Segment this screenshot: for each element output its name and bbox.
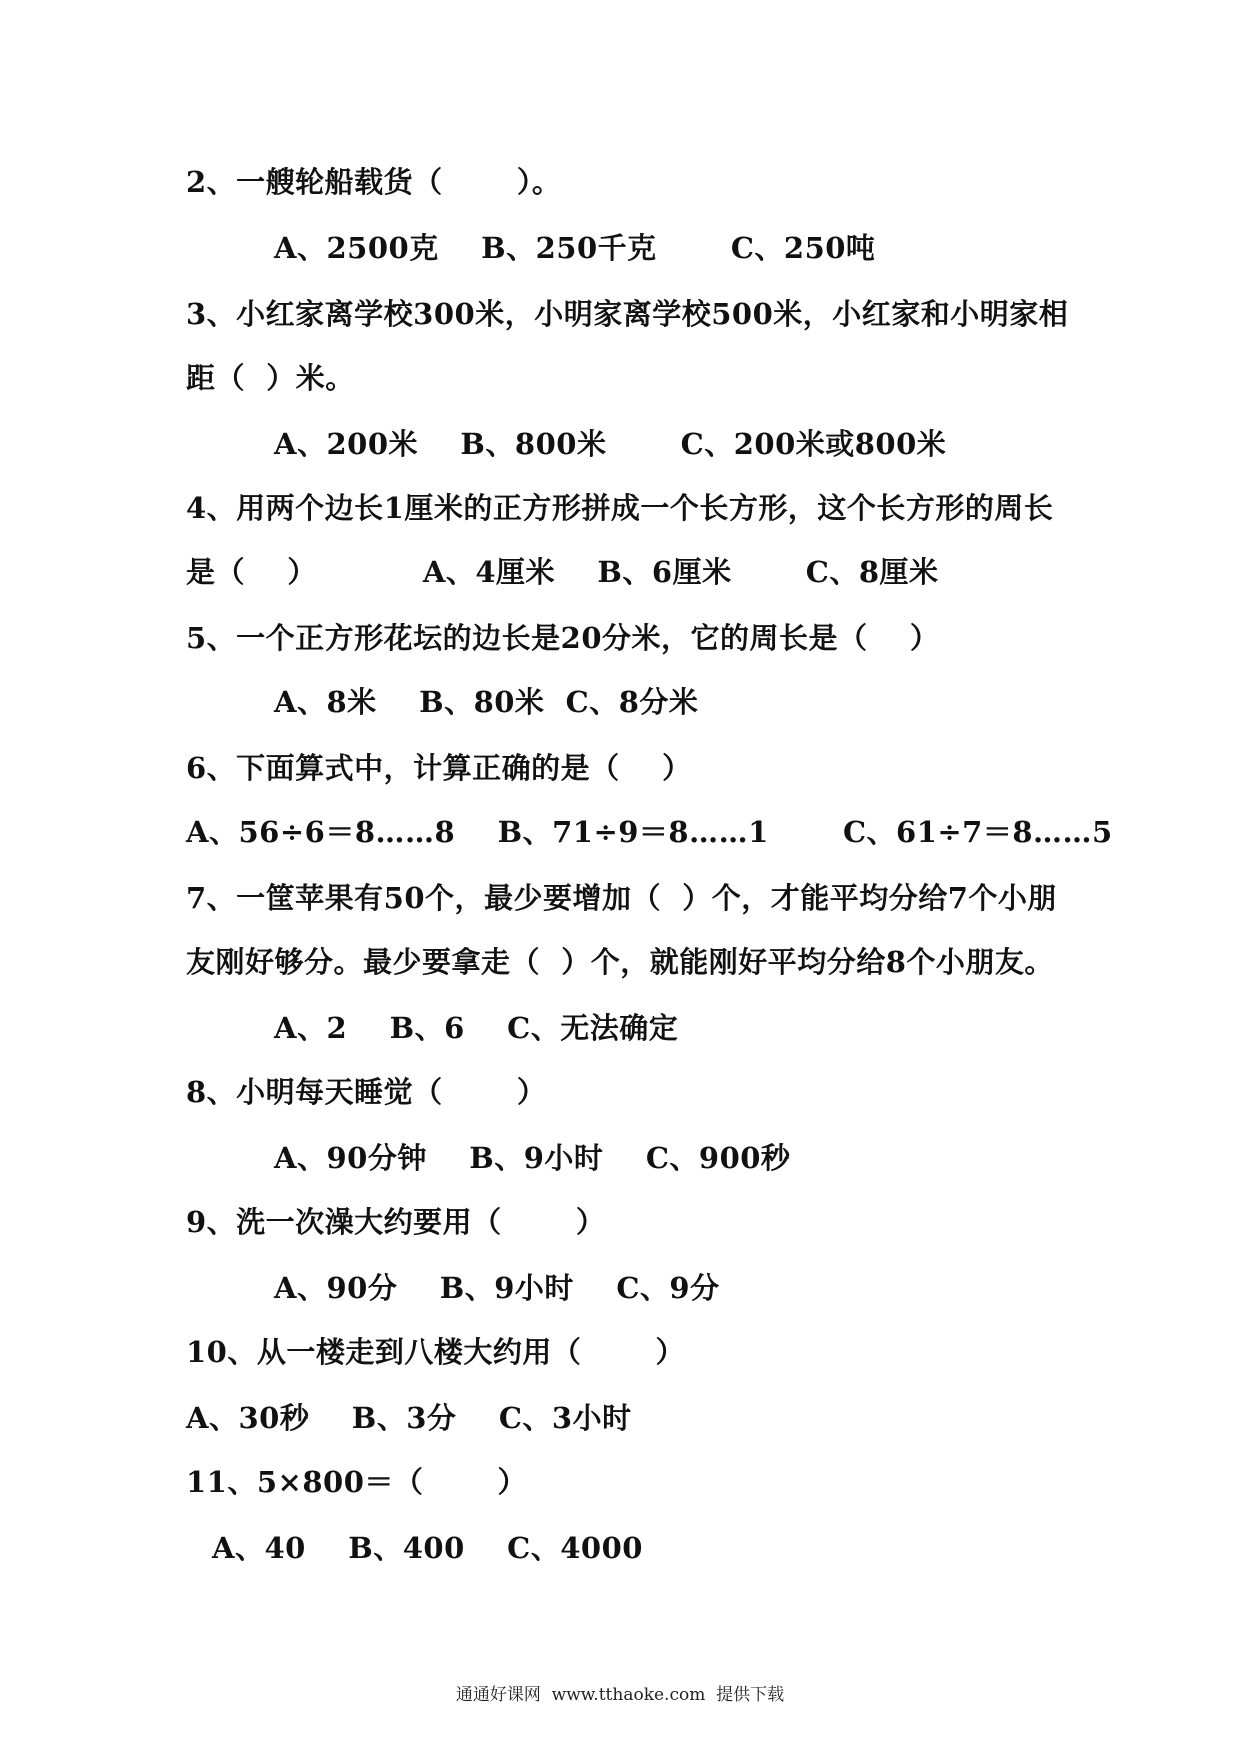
question-3-line-2: 距（ ）米。: [186, 361, 355, 395]
question-2-options: A、2500克 B、250千克 C、250吨: [274, 231, 876, 265]
question-7-line-1: 7、一筐苹果有50个，最少要增加（ ）个，才能平均分给7个小朋: [186, 881, 1057, 915]
question-4-line-2: 是（ ） A、4厘米 B、6厘米 C、8厘米: [186, 555, 939, 589]
question-8-options: A、90分钟 B、9小时 C、900秒: [274, 1141, 791, 1175]
question-7-line-2: 友刚好够分。最少要拿走（ ）个，就能刚好平均分给8个小朋友。: [186, 945, 1054, 979]
question-6-options: A、56÷6＝8……8 B、71÷9＝8……1 C、61÷7＝8……5: [186, 815, 1113, 849]
question-10-options: A、30秒 B、3分 C、3小时: [186, 1401, 632, 1435]
question-3-line-1: 3、小红家离学校300米，小明家离学校500米，小红家和小明家相: [186, 297, 1069, 331]
question-2: 2、一艘轮船载货（ ）。: [186, 165, 562, 199]
question-5: 5、一个正方形花坛的边长是20分米，它的周长是（ ）: [186, 621, 940, 655]
question-9-options: A、90分 B、9小时 C、9分: [274, 1271, 720, 1305]
question-10: 10、从一楼走到八楼大约用（ ）: [186, 1335, 686, 1369]
question-4-line-1: 4、用两个边长1厘米的正方形拼成一个长方形，这个长方形的周长: [186, 491, 1054, 525]
question-11-options: A、40 B、400 C、4000: [212, 1531, 643, 1565]
question-5-options: A、8米 B、80米 C、8分米: [274, 685, 699, 719]
question-7-options: A、2 B、6 C、无法确定: [274, 1011, 679, 1045]
question-6: 6、下面算式中，计算正确的是（ ）: [186, 751, 692, 785]
question-8: 8、小明每天睡觉（ ）: [186, 1075, 547, 1109]
question-9: 9、洗一次澡大约要用（ ）: [186, 1205, 606, 1239]
footer-watermark: 通通好课网 www.tthaoke.com 提供下载: [455, 1685, 785, 1705]
question-11: 11、5×800＝（ ）: [186, 1465, 528, 1499]
question-3-options: A、200米 B、800米 C、200米或800米: [274, 427, 947, 461]
